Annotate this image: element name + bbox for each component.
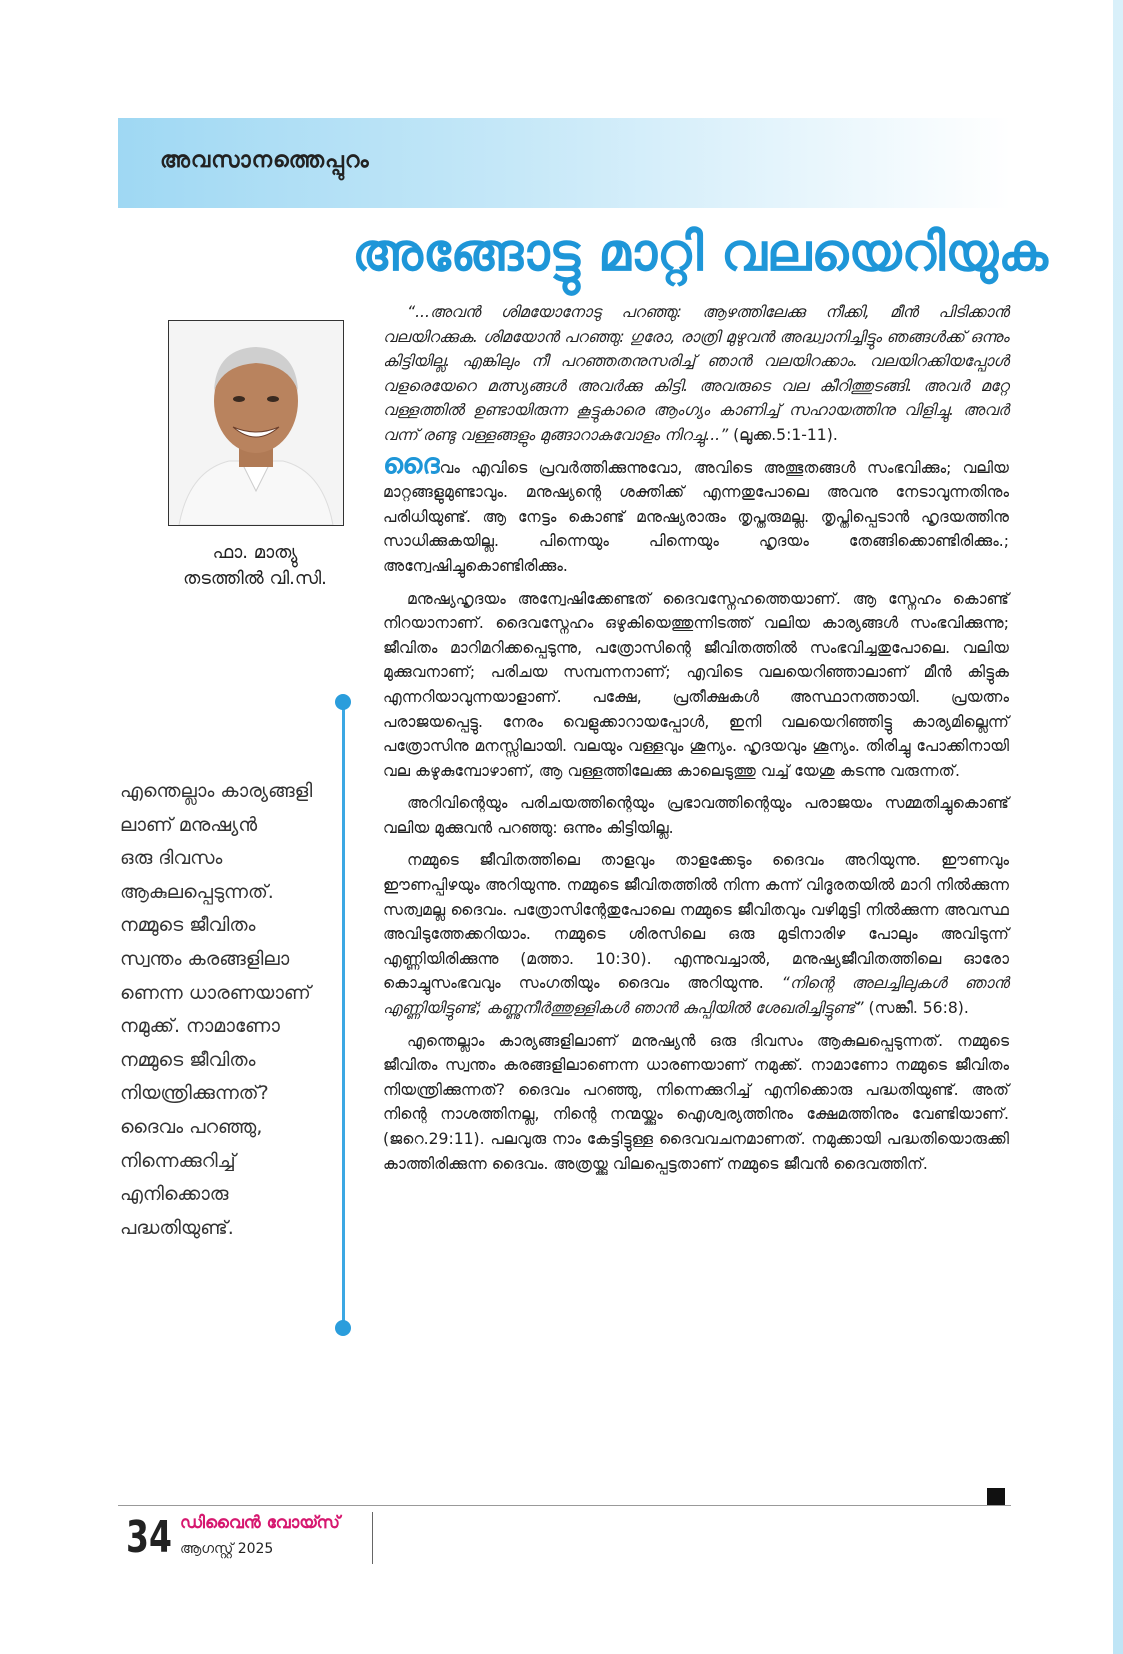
pull-quote-line: നമ്മുടെ ജീവിതം	[120, 1048, 256, 1071]
pull-quote-line: നിയന്ത്രിക്കുന്നത്?	[120, 1082, 269, 1105]
article-title: അങ്ങോട്ടു മാറ്റി വലയെറിയുക	[352, 223, 1048, 283]
pull-quote-line: സ്വന്തം കരങ്ങളിലാ	[120, 947, 290, 970]
section-label: അവസാനത്തെപ്പുറം	[160, 148, 370, 173]
footer-rule	[118, 1505, 1011, 1506]
author-portrait-icon	[169, 321, 343, 525]
pull-quote-line: ദൈവം പറഞ്ഞു,	[120, 1115, 263, 1138]
pull-quote-line: എനിക്കൊരു	[120, 1183, 229, 1206]
paragraph-2: മനുഷ്യഹൃദയം അന്വേഷിക്കേണ്ടത് ദൈവസ്നേഹത്തെയാണ്. ആ സ്നേഹം കൊണ്ട് നിറയാനാണ്. ദൈവസ്നേഹം ഒഴുകിയെത്തുന്നിടത്ത് വലിയ കാര്യങ്ങൾ സംഭവിക്കുന്നു; ജീവിതം മാറിമറിക്കപ്പെടുന്നു, പത്രോസിന്റെ ജീവിതത്തിൽ സംഭവിച്ചതുപോലെ. വലിയ മുക്കുവനാണ്; പരിചയ സമ്പന്നനാണ്; എവിടെ വലയെറിഞ്ഞാലാണ് മീൻ കിട്ടുക എന്നറിയാവുന്നയാളാണ്. പക്ഷേ, പ്രതീക്ഷകൾ അസ്ഥാനത്തായി. പ്രയത്നം പരാജയപ്പെട്ടു. നേരം വെളുക്കാറായപ്പോൾ, ഇനി വലയെറിഞ്ഞിട്ടു കാര്യമില്ലെന്ന് പത്രോസിനു മനസ്സിലായി. വലയും വള്ളവും ശൂന്യം. ഹൃദയവും ശൂന്യം. തിരിച്ചു പോക്കിനായി വല കഴുകുമ്പോഴാണ്, ആ വള്ളത്തിലേക്കു കാലെടുത്തു വച്ച് യേശു കടന്നു വരുന്നത്.	[383, 589, 1009, 780]
page-number: 34	[126, 1512, 172, 1563]
psalm-quote: “നിന്റെ അലച്ചിലുകൾ ഞാൻ എണ്ണിയിട്ടുണ്ട്; കണ്ണുനീർത്തുള്ളികൾ ഞാൻ കുപ്പിയിൽ ശേഖരിച്ചിട്ടുണ്ട്”	[383, 974, 1010, 1018]
pull-quote-line: പദ്ധതിയുണ്ട്.	[120, 1216, 234, 1239]
pull-quote-line: നമ്മുടെ ജീവിതം	[120, 914, 256, 937]
pull-quote-line: നമുക്ക്. നാമാണോ	[120, 1015, 280, 1038]
author-photo	[168, 320, 344, 526]
magazine-name: ഡിവൈൻ വോയ്സ്	[180, 1513, 340, 1533]
paragraph-4	[383, 848, 1009, 1020]
scripture-reference: (ലൂക്ക.5:1-11).	[733, 425, 838, 444]
paragraph-3: അറിവിന്റെയും പരിചയത്തിന്റെയും പ്രഭാവത്തിന്റെയും പരാജയം സമ്മതിച്ചുകൊണ്ട് വലിയ മുക്കുവൻ പറഞ്ഞു: ഒന്നും കിട്ടിയില്ല.	[383, 794, 1009, 837]
scripture-quote	[383, 300, 1009, 448]
author-name	[140, 540, 370, 592]
psalm-reference: (സങ്കീ. 56:8).	[863, 999, 969, 1018]
scripture-quote-text: “...അവൻ ശിമയോനോടു പറഞ്ഞു: ആഴത്തിലേക്കു നീക്കി, മീൻ പിടിക്കാൻ വലയിറക്കുക. ശിമയോൻ പറഞ്ഞു: ഗുരോ, രാത്രി മുഴുവൻ അദ്ധ്വാനിച്ചിട്ടും ഞങ്ങൾക്ക് ഒന്നും കിട്ടിയില്ല. എങ്കിലും നീ പറഞ്ഞതനുസരിച്ച് ഞാൻ വലയിറക്കാം. വലയിറക്കിയപ്പോൾ വളരെയേറെ മത്സ്യങ്ങൾ അവർക്കു കിട്ടി. അവരുടെ വല കീറിത്തുടങ്ങി. അവർ മറ്റേ വള്ളത്തിൽ ഉണ്ടായിരുന്ന കൂട്ടുകാരെ ആംഗ്യം കാണിച്ച് സഹായത്തിനു വിളിച്ചു. അവർ വന്ന് രണ്ടു വള്ളങ്ങളും മുങ്ങാറാകുവോളം നിറച്ചു...”	[383, 303, 1009, 444]
rule-dot-top	[335, 694, 351, 710]
pull-quote-line: നിന്നെക്കുറിച്ച്	[120, 1149, 236, 1172]
paragraph-5: എന്തെല്ലാം കാര്യങ്ങളിലാണ് മനുഷ്യൻ ഒരു ദിവസം ആകുലപ്പെടുന്നത്. നമ്മുടെ ജീവിതം സ്വന്തം കരങ്ങളിലാണെന്ന ധാരണയാണ് നമുക്ക്. നാമാണോ നമ്മുടെ ജീവിതം നിയന്ത്രിക്കുന്നത്? ദൈവം പറഞ്ഞു, നിന്നെക്കുറിച്ച് എനിക്കൊരു പദ്ധതിയുണ്ട്. അത് നിന്റെ നാശത്തിനല്ല, നിന്റെ നന്മയ്ക്കും ഐശ്വര്യത്തിനും ക്ഷേമത്തിനും വേണ്ടിയാണ്. (ജറെ.29:11). പലവുരു നാം കേട്ടിട്ടുള്ള ദൈവവചനമാണത്. നമുക്കായി പദ്ധതിയൊരുക്കി കാത്തിരിക്കുന്ന ദൈവം. അത്രയ്ക്കു വിലപ്പെട്ടതാണ് നമ്മുടെ ജീവൻ ദൈവത്തിന്.	[383, 1031, 1009, 1173]
paragraph-1-text: വം എവിടെ പ്രവർത്തിക്കുന്നുവോ, അവിടെ അത്ഭുതങ്ങൾ സംഭവിക്കും; വലിയ മാറ്റങ്ങളുമുണ്ടാവും. മനുഷ്യന്റെ ശക്തിക്ക് എന്നതുപോലെ അവനു നേടാവുന്നതിനും പരിധിയുണ്ട്. ആ നേട്ടം കൊണ്ട് മനുഷ്യരാരും തൃപ്തരുമല്ല. തൃപ്തിപ്പെടാൻ ഹൃദയത്തിനു സാധിക്കുകയില്ല. പിന്നെയും പിന്നെയും ഹൃദയം തേങ്ങിക്കൊണ്ടിരിക്കും.; അന്വേഷിച്ചുകൊണ്ടിരിക്കും.	[383, 458, 1009, 575]
pull-quote-line: എന്തെല്ലാം കാര്യങ്ങളി	[120, 780, 313, 802]
pull-quote-line: ണെന്ന ധാരണയാണ്	[120, 981, 311, 1004]
pull-quote-rule	[342, 701, 345, 1329]
edge-strip	[1113, 0, 1123, 1654]
drop-cap: ദൈ	[383, 446, 440, 480]
end-mark-icon	[987, 1488, 1005, 1506]
footer-divider	[372, 1512, 373, 1564]
pull-quote-line: ഒരു ദിവസം	[120, 847, 223, 870]
rule-dot-bottom	[335, 1320, 351, 1336]
issue-date: ആഗസ്റ്റ് 2025	[180, 1541, 274, 1557]
author-name-line2: തടത്തിൽ വി.സി.	[183, 568, 327, 589]
pull-quote	[120, 775, 330, 1245]
pull-quote-line: ആകുലപ്പെടുന്നത്.	[120, 880, 274, 903]
paragraph-1	[383, 446, 1009, 579]
author-name-line1: ഫാ. മാത്യു	[212, 542, 298, 563]
paragraph-4-text: നമ്മുടെ ജീവിതത്തിലെ താളവും താളക്കേടും ദൈവം അറിയുന്നു. ഈണവും ഈണപ്പിഴയും അറിയുന്നു. നമ്മുടെ ജീവിതത്തിൽ നിന്ന കന്ന് വിദൂരതയിൽ മാറി നിൽക്കുന്ന സത്വമല്ല ദൈവം. പത്രോസിന്റേതുപോലെ നമ്മുടെ ജീവിതവും വഴിമുട്ടി നിൽക്കുന്ന അവസ്ഥ അവിടുത്തേക്കറിയാം. നമ്മുടെ ശിരസിലെ ഒരു മുടിനാരിഴ പോലും അവിടുന്ന് എണ്ണിയിരിക്കുന്നു (മത്താ. 10:30). എന്നുവച്ചാൽ, മനുഷ്യജീവിതത്തിലെ ഓരോ കൊച്ചുസംഭവവും സംഗതിയും ദൈവം അറിയുന്നു.	[383, 851, 1009, 993]
article-body	[383, 300, 1009, 1184]
pull-quote-line: ലാണ് മനുഷ്യൻ	[120, 813, 258, 836]
